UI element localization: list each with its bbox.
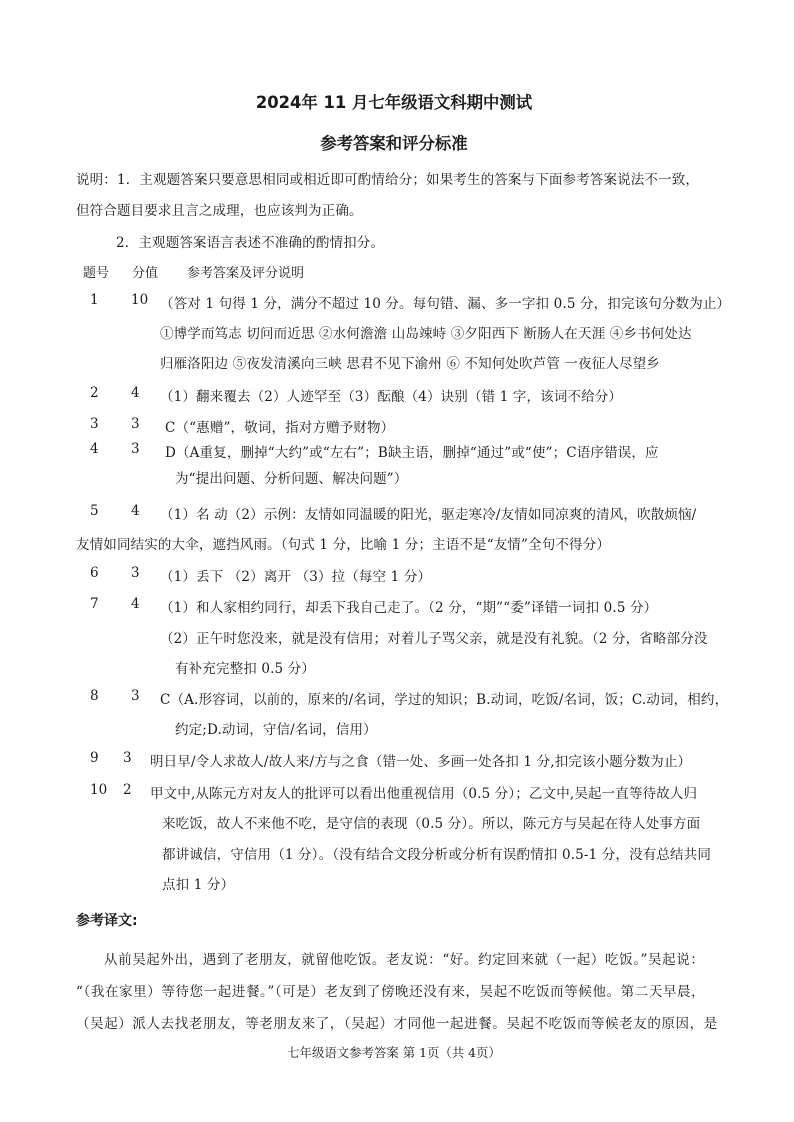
translation-line-2: “（我在家里）等待您一起进餐。”（可是）老友到了傍晚还没有来，吴起不吃饭而等候他。第二天早晨，	[76, 984, 706, 1000]
row-10-number: 10	[90, 782, 108, 798]
row-8-number: 8	[90, 688, 99, 704]
translation-heading: 参考译文:	[76, 913, 138, 929]
page-footer: 七年级语文参考答案 第 1页（共 4页）	[287, 1045, 501, 1060]
row-1-score: 10	[131, 292, 149, 308]
row-10-line-4: 点扣 1 分）	[162, 877, 235, 893]
translation-line-1: 从前吴起外出，遇到了老朋友，就留他吃饭。老友说：“好。约定回来就（一起）吃饭。”吴起说：	[104, 952, 705, 968]
note-line-3: 2．主观题答案语言表述不准确的酌情扣分。	[116, 235, 385, 251]
page-title: 2024年 11 月七年级语文科期中测试	[255, 93, 533, 112]
row-1-number: 1	[90, 292, 99, 308]
row-2-number: 2	[90, 385, 99, 401]
row-7-line-1: （1）和人家相约同行，却丢下我自己走了。（2 分，“期”“委”译错一词扣 0.5 分）	[160, 600, 658, 616]
note-line-2: 但符合题目要求且言之成理，也应该判为正确。	[76, 203, 363, 219]
row-2-line-1: （1）翻来覆去（2）人迹罕至（3）酝酿（4）诀别（错 1 字，该词不给分）	[160, 389, 623, 405]
row-6-line-1: （1）丢下 （2）离开 （3）拉（每空 1 分）	[160, 569, 432, 585]
row-8-line-1: C（A.形容词，以前的，原来的/名词，学过的知识；B.动词，吃饭/名词，饭；C.动词，相约，	[160, 692, 729, 708]
row-5-number: 5	[90, 503, 99, 519]
row-4-number: 4	[90, 441, 99, 457]
header-answer: 参考答案及评分说明	[187, 266, 305, 281]
row-9-number: 9	[90, 750, 99, 766]
header-score: 分值	[132, 266, 159, 281]
row-3-score: 3	[131, 416, 140, 432]
row-10-score: 2	[123, 782, 132, 798]
row-1-line-3: 归雁洛阳边 ⑤夜发清溪向三峡 思君不见下渝州 ⑥ 不知何处吹芦管 一夜征人尽望乡	[160, 356, 660, 372]
row-4-line-2: 为“提出问题、分析问题、解决问题”）	[175, 471, 408, 487]
row-7-line-2: （2）正午时您没来，就是没有信用；对着儿子骂父亲，就是没有礼貌。（2 分，省略部分没	[160, 631, 708, 647]
row-6-number: 6	[90, 565, 99, 581]
row-2-score: 4	[131, 385, 140, 401]
page-subtitle: 参考答案和评分标准	[320, 134, 468, 153]
row-7-line-3: 有补充完整扣 0.5 分）	[175, 661, 316, 677]
row-5-line-1: （1）名 动（2）示例：友情如同温暖的阳光，驱走寒冷/友情如同凉爽的清风，吹散烦恼/	[160, 507, 697, 523]
row-3-number: 3	[90, 416, 99, 432]
row-5-score: 4	[131, 503, 140, 519]
row-10-line-3: 都讲诚信，守信用（1 分）。（没有结合文段分析或分析有误酌情扣 0.5-1 分，没有总结共同	[162, 847, 711, 863]
row-1-line-1: （答对 1 句得 1 分，满分不超过 10 分。每句错、漏、多一字扣 0.5 分，扣完该句分数为止）	[160, 296, 731, 312]
header-question-number: 题号	[83, 266, 110, 281]
row-10-line-1: 甲文中,从陈元方对友人的批评可以看出他重视信用（0.5 分）；乙文中,吴起一直等待故人归	[150, 786, 698, 802]
row-6-score: 3	[131, 565, 140, 581]
row-10-line-2: 来吃饭，故人不来他不吃，是守信的表现（0.5 分）。所以，陈元方与吴起在待人处事方面	[162, 816, 701, 832]
row-1-line-2: ①博学而笃志 切问而近思 ②水何澹澹 山岛竦峙 ③夕阳西下 断肠人在天涯 ④乡书何处达	[160, 326, 692, 342]
row-4-line-1: D（A重复，删掉“大约”或“左右”；B缺主语，删掉“通过”或“使”；C语序错误，应	[165, 445, 659, 461]
row-8-score: 3	[131, 688, 140, 704]
note-line-1: 说明：1．主观题答案只要意思相同或相近即可酌情给分；如果考生的答案与下面参考答案说法不一致，	[76, 172, 699, 188]
row-9-line-1: 明日早/令人求故人/故人来/方与之食（错一处、多画一处各扣 1 分,扣完该小题分数为止）	[150, 754, 692, 770]
row-8-line-2: 约定;D.动词，守信/名词，信用）	[175, 722, 377, 738]
translation-line-3: （吴起）派人去找老朋友，等老朋友来了，（吴起）才同他一起进餐。吴起不吃饭而等候老友的原因，是	[76, 1016, 718, 1032]
row-9-score: 3	[123, 750, 132, 766]
row-7-number: 7	[90, 596, 99, 612]
row-4-score: 3	[131, 441, 140, 457]
row-5-line-2: 友情如同结实的大伞，遮挡风雨。（句式 1 分，比喻 1 分；主语不是“友情”全句不得分）	[76, 537, 610, 553]
row-7-score: 4	[131, 596, 140, 612]
row-3-line-1: C（“惠赠”，敬词，指对方赠予财物）	[165, 420, 395, 436]
